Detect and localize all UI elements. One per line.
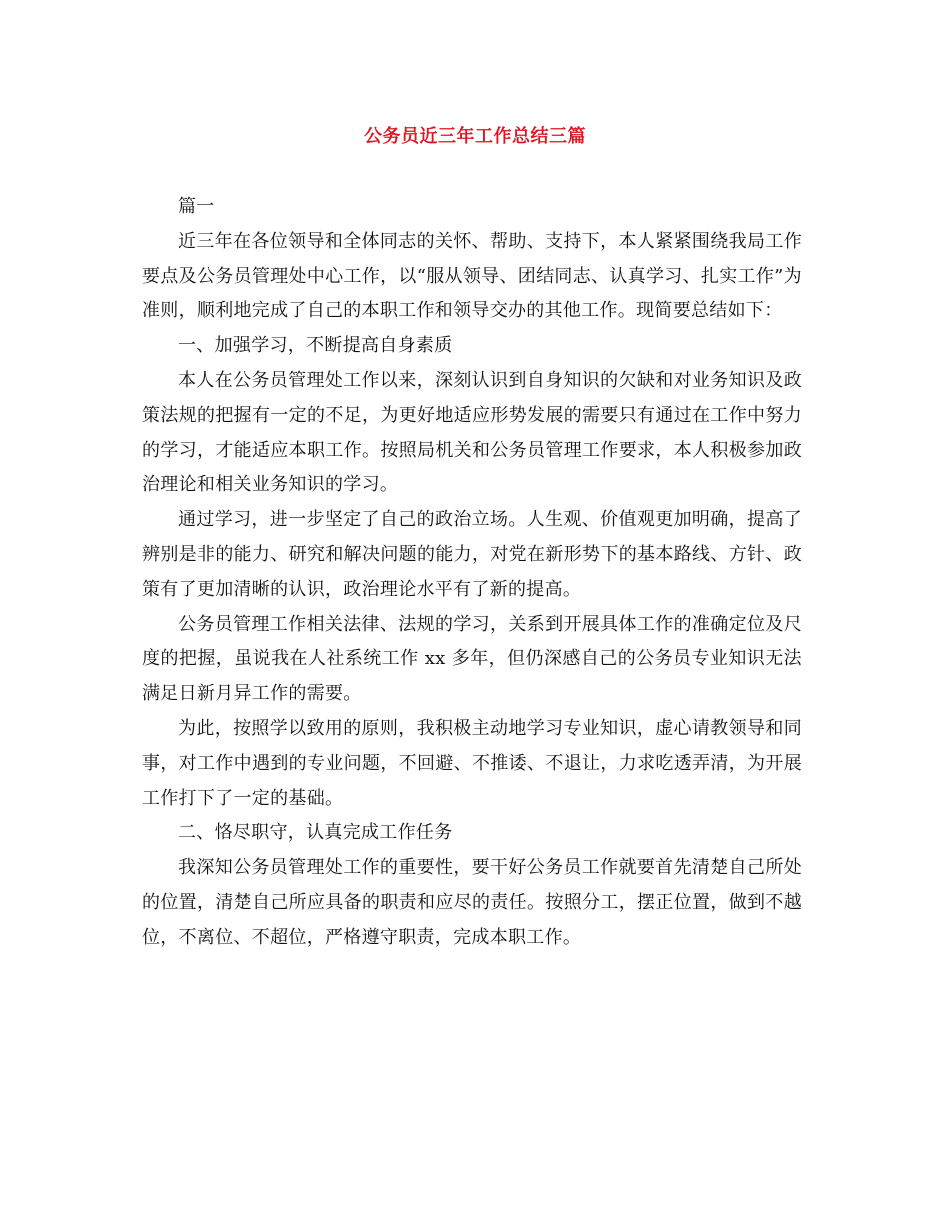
paragraph: 本人在公务员管理处工作以来，深刻认识到自身知识的欠缺和对业务知识及政策法规的把握有一定的不足，为更好地适应形势发展的需要只有通过在工作中努力的学习，才能适应本职工作。按照局机关和公务员管理工作要求，本人积极参加政治理论和相关业务知识的学习。 — [142, 369, 802, 496]
paragraph: 近三年在各位领导和全体同志的关怀、帮助、支持下，本人紧紧围绕我局工作要点及公务员管理处中心工作，以“服从领导、团结同志、认真学习、扎实工作”为准则，顺利地完成了自己的本职工作和领导交办的其他工作。现简要总结如下： — [142, 230, 802, 322]
paragraph: 为此，按照学以致用的原则，我积极主动地学习专业知识，虚心请教领导和同事，对工作中遇到的专业问题，不回避、不推诿、不退让，力求吃透弄清，为开展工作打下了一定的基础。 — [142, 717, 802, 809]
section-heading: 二、恪尽职守，认真完成工作任务 — [178, 822, 453, 844]
document-body — [142, 190, 802, 956]
section-heading: 一、加强学习，不断提高自身素质 — [178, 335, 453, 357]
document-title: 公务员近三年工作总结三篇 — [364, 126, 586, 147]
paragraph: 通过学习，进一步坚定了自己的政治立场。人生观、价值观更加明确，提高了辨别是非的能力、研究和解决问题的能力，对党在新形势下的基本路线、方针、政策有了更加清晰的认识，政治理论水平有了新的提高。 — [142, 509, 802, 600]
section-label: 篇一 — [178, 196, 215, 217]
paragraph: 公务员管理工作相关法律、法规的学习，关系到开展具体工作的准确定位及尺度的把握，虽说我在人社系统工作 xx 多年，但仍深感自己的公务员专业知识无法满足日新月异工作的需要。 — [142, 613, 802, 705]
paragraph: 我深知公务员管理处工作的重要性，要干好公务员工作就要首先清楚自己所处的位置，清楚自己所应具备的职责和应尽的责任。按照分工，摆正位置，做到不越位，不离位、不超位，严格遵守职责，完成本职工作。 — [142, 857, 802, 948]
